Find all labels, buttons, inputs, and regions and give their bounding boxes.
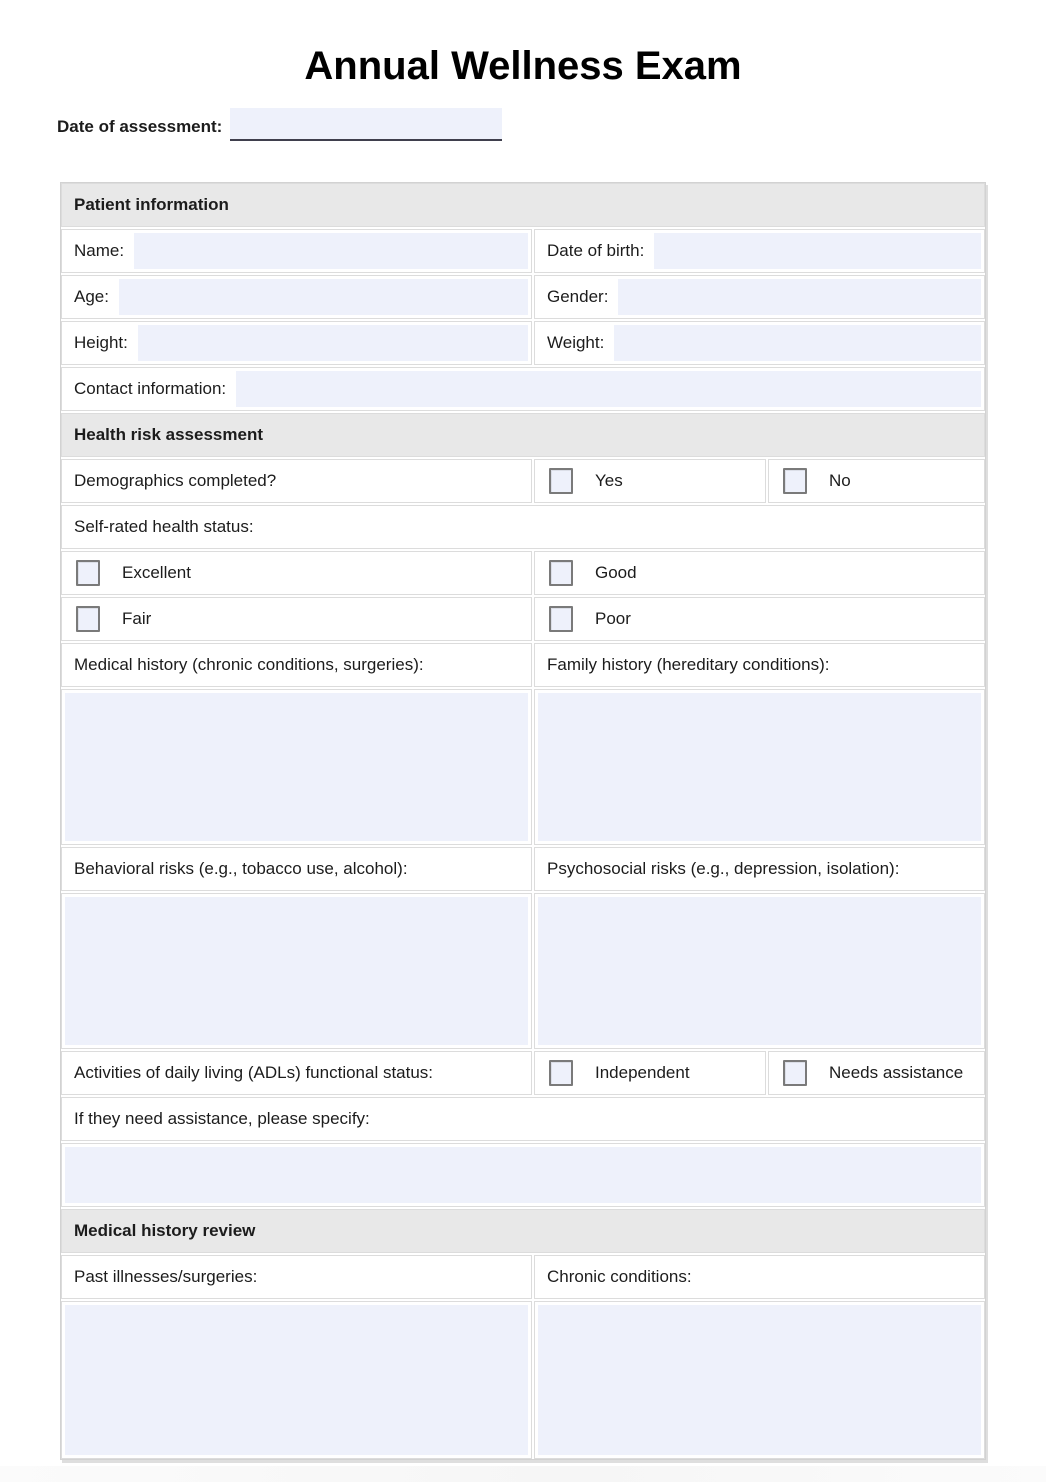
- poor-cell: [534, 597, 985, 641]
- weight-label: Weight:: [535, 333, 614, 353]
- row-assistance-textarea: [61, 1143, 985, 1207]
- behavioral-risks-label: Behavioral risks (e.g., tobacco use, alcohol):: [62, 859, 418, 879]
- assistance-textarea-cell: [61, 1143, 985, 1207]
- past-illnesses-label: Past illnesses/surgeries:: [62, 1267, 267, 1287]
- family-history-textarea[interactable]: [538, 693, 981, 841]
- date-of-assessment-label: Date of assessment:: [57, 117, 223, 136]
- demographics-no-cell: [768, 459, 985, 503]
- row-risk-labels: [61, 847, 985, 891]
- section-row-medical-history-review: [61, 1209, 985, 1253]
- name-label: Name:: [62, 241, 134, 261]
- assistance-textarea[interactable]: [65, 1147, 981, 1203]
- contact-input[interactable]: [236, 371, 981, 407]
- wellness-form-table: [60, 182, 986, 1460]
- chronic-conditions-textarea[interactable]: [538, 1305, 981, 1455]
- row-risk-textareas: [61, 893, 985, 1049]
- family-history-label: Family history (hereditary conditions):: [535, 655, 839, 675]
- medical-history-textarea-cell: [61, 689, 532, 845]
- past-illnesses-label-cell: [61, 1255, 532, 1299]
- independent-label: Independent: [595, 1063, 690, 1082]
- contact-cell: [61, 367, 985, 411]
- psychosocial-risks-label-cell: [534, 847, 985, 891]
- demographics-question-cell: [61, 459, 532, 503]
- weight-input[interactable]: [614, 325, 981, 361]
- health-risk-header-label: Health risk assessment: [74, 425, 263, 444]
- poor-label: Poor: [595, 609, 631, 628]
- row-history-textareas: [61, 689, 985, 845]
- fair-label: Fair: [122, 609, 152, 628]
- chronic-conditions-label-cell: [534, 1255, 985, 1299]
- medical-history-review-header: [61, 1209, 985, 1253]
- past-illnesses-textarea-cell: [61, 1301, 532, 1459]
- row-contact: [61, 367, 985, 411]
- row-age-gender: [61, 275, 985, 319]
- row-review-labels: [61, 1255, 985, 1299]
- date-of-assessment-row: [57, 108, 1046, 141]
- gender-input[interactable]: [618, 279, 981, 315]
- psychosocial-risks-label: Psychosocial risks (e.g., depression, isolation):: [535, 859, 909, 879]
- page-title: Annual Wellness Exam: [304, 44, 742, 88]
- demographics-yes-label: Yes: [595, 471, 623, 490]
- height-input[interactable]: [138, 325, 528, 361]
- adls-label: Activities of daily living (ADLs) functional status:: [62, 1063, 443, 1083]
- family-history-label-cell: [534, 643, 985, 687]
- chronic-conditions-label: Chronic conditions:: [535, 1267, 702, 1287]
- behavioral-risks-textarea[interactable]: [65, 897, 528, 1045]
- needs-assistance-label: Needs assistance: [829, 1063, 964, 1082]
- self-rated-label-cell: [61, 505, 985, 549]
- excellent-checkbox[interactable]: [76, 560, 100, 586]
- row-review-textareas: [61, 1301, 985, 1459]
- good-label: Good: [595, 563, 637, 582]
- section-row-health-risk: [61, 413, 985, 457]
- past-illnesses-textarea[interactable]: [65, 1305, 528, 1455]
- fair-checkbox[interactable]: [76, 606, 100, 632]
- row-history-labels: [61, 643, 985, 687]
- needs-assistance-checkbox[interactable]: [783, 1060, 807, 1086]
- patient-information-header-label: Patient information: [74, 195, 229, 214]
- chronic-conditions-textarea-cell: [534, 1301, 985, 1459]
- age-cell: [61, 275, 532, 319]
- row-height-weight: [61, 321, 985, 365]
- psychosocial-risks-textarea[interactable]: [538, 897, 981, 1045]
- gender-cell: [534, 275, 985, 319]
- gender-label: Gender:: [535, 287, 618, 307]
- medical-history-label: Medical history (chronic conditions, surgeries):: [62, 655, 434, 675]
- section-row-patient-information: [61, 183, 985, 227]
- good-cell: [534, 551, 985, 595]
- row-fair-poor: [61, 597, 985, 641]
- page-bottom-shadow: [0, 1466, 1046, 1482]
- independent-checkbox[interactable]: [549, 1060, 573, 1086]
- age-label: Age:: [62, 287, 119, 307]
- row-self-rated-health: [61, 505, 985, 549]
- fair-cell: [61, 597, 532, 641]
- demographics-question-label: Demographics completed?: [62, 471, 286, 491]
- poor-checkbox[interactable]: [549, 606, 573, 632]
- date-of-assessment-input[interactable]: [230, 108, 502, 141]
- medical-history-label-cell: [61, 643, 532, 687]
- patient-information-header: [61, 183, 985, 227]
- height-cell: [61, 321, 532, 365]
- demographics-no-label: No: [829, 471, 851, 490]
- excellent-label: Excellent: [122, 563, 191, 582]
- dob-cell: [534, 229, 985, 273]
- weight-cell: [534, 321, 985, 365]
- excellent-cell: [61, 551, 532, 595]
- needs-assistance-cell: [768, 1051, 985, 1095]
- row-adls: [61, 1051, 985, 1095]
- row-assistance-label: [61, 1097, 985, 1141]
- adls-label-cell: [61, 1051, 532, 1095]
- dob-input[interactable]: [654, 233, 981, 269]
- row-excellent-good: [61, 551, 985, 595]
- behavioral-risks-label-cell: [61, 847, 532, 891]
- psychosocial-risks-textarea-cell: [534, 893, 985, 1049]
- assistance-label-cell: [61, 1097, 985, 1141]
- good-checkbox[interactable]: [549, 560, 573, 586]
- health-risk-header: [61, 413, 985, 457]
- demographics-yes-cell: [534, 459, 766, 503]
- behavioral-risks-textarea-cell: [61, 893, 532, 1049]
- assistance-label: If they need assistance, please specify:: [62, 1109, 380, 1129]
- name-cell: [61, 229, 532, 273]
- height-label: Height:: [62, 333, 138, 353]
- independent-cell: [534, 1051, 766, 1095]
- demographics-no-checkbox[interactable]: [783, 468, 807, 494]
- medical-history-review-header-label: Medical history review: [74, 1221, 256, 1240]
- age-input[interactable]: [119, 279, 528, 315]
- demographics-yes-checkbox[interactable]: [549, 468, 573, 494]
- row-name-dob: [61, 229, 985, 273]
- dob-label: Date of birth:: [535, 241, 654, 261]
- self-rated-label: Self-rated health status:: [62, 517, 264, 537]
- row-demographics: [61, 459, 985, 503]
- family-history-textarea-cell: [534, 689, 985, 845]
- contact-label: Contact information:: [62, 379, 236, 399]
- medical-history-textarea[interactable]: [65, 693, 528, 841]
- name-input[interactable]: [134, 233, 528, 269]
